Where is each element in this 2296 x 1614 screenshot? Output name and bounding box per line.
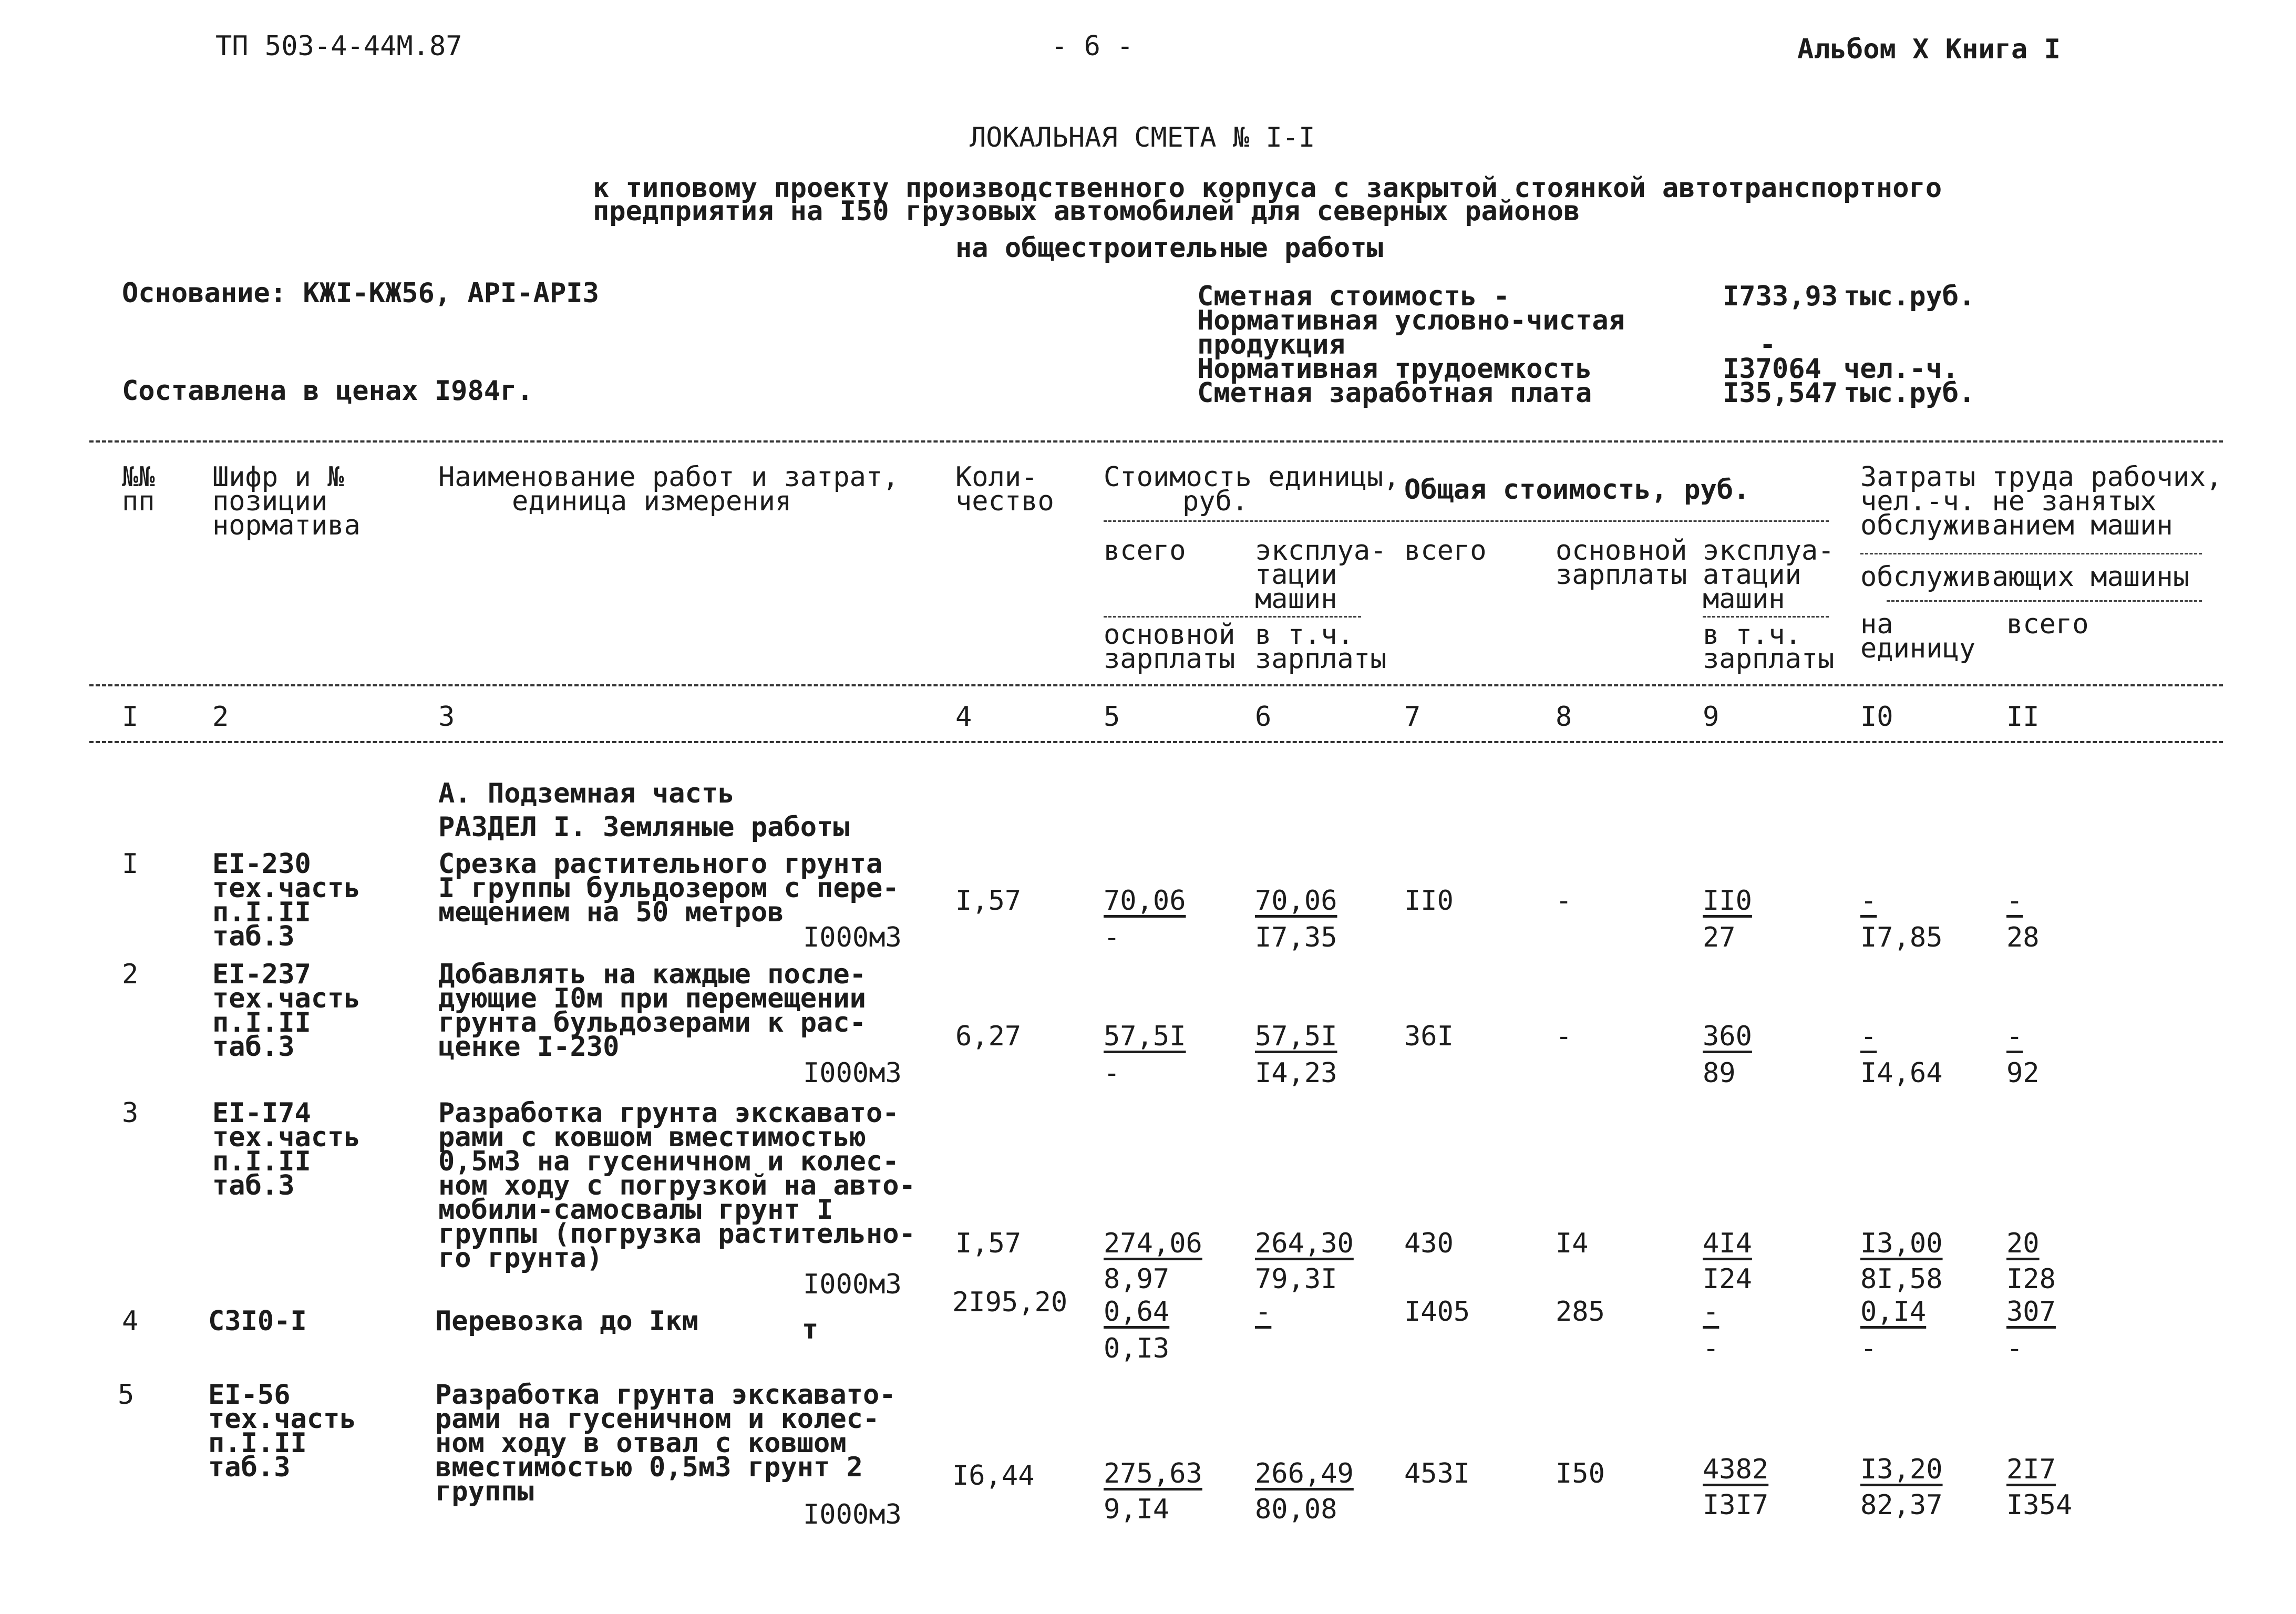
summary-label-3: продукция [1197,329,1345,361]
row-number: I [122,848,139,880]
row-c11-bottom: - [2006,1333,2023,1364]
row-c9-top: 4I4 [1703,1228,1752,1259]
row-c8: - [1556,1021,1572,1052]
header-bottom-rule [89,684,2223,686]
row-unit: I000м3 [803,1057,902,1089]
row-work-name: Перевозка до Iкм [435,1305,698,1337]
row-c8: - [1556,885,1572,917]
document-code: ТП 503-4-44М.87 [215,30,462,62]
summary-units [1844,281,1975,409]
row-c10-bottom: I4,64 [1860,1057,1943,1089]
col-header-8-wage: основной зарплаты [1556,535,1687,591]
part-title: А. Подземная часть [438,778,735,809]
row-work-name: Срезка растительного грунта I группы бульдозером с пере- мещением на 50 метров [438,848,899,928]
row-c5-top: 57,5I [1104,1021,1186,1052]
col-header-number: №№ пп [122,461,155,517]
row-c10-bottom: 82,37 [1860,1489,1943,1521]
col-header-unit-cost: Стоимость единицы, руб. [1104,461,1400,517]
row-c6-bottom: 80,08 [1255,1494,1337,1525]
row-c10-bottom: - [1860,1333,1877,1364]
col-header-labor-machines: обслуживающих машины [1860,561,2190,593]
row-c9-bottom: I3I7 [1703,1489,1769,1521]
row-c10-top: - [1860,885,1877,917]
header-sub-rule-3 [1887,600,2202,602]
header-sub-rule-1 [1104,520,1829,522]
row-c8: I50 [1556,1458,1605,1489]
col-header-name: Наименование работ и затрат, единица измерения [438,461,899,517]
summary-value-3: - [1759,329,1776,361]
header-sub-rule-2 [1860,553,2202,554]
summary-label-2: Нормативная условно-чистая [1197,305,1625,336]
row-c9-top: II0 [1703,885,1752,917]
col-number-4: 4 [955,701,972,733]
row-c11-bottom: I354 [2006,1489,2073,1521]
summary-label-5: Сметная заработная плата [1197,377,1592,409]
col-number-11: II [2006,701,2040,733]
section-title: РАЗДЕЛ I. Земляные работы [438,811,850,843]
row-c7: II0 [1404,885,1454,917]
row-c5-top: 70,06 [1104,885,1186,917]
row-c9-top: 360 [1703,1021,1752,1052]
col-header-per-unit: на единицу [1860,609,1976,664]
basis-foundation: Основание: КЖI-КЖ56, АРI-АРI3 [122,277,599,309]
col-number-2: 2 [212,701,229,733]
row-c7: 453I [1404,1458,1470,1489]
col-header-5-wage: основной зарплаты [1104,619,1235,675]
summary-label-1: Сметная стоимость - [1197,281,1510,312]
col-number-9: 9 [1703,701,1720,733]
col-number-3: 3 [438,701,455,733]
row-c6-top: 266,49 [1255,1458,1354,1489]
summary-label-4: Нормативная трудоемкость [1197,353,1592,385]
summary-unit-3 [1844,331,1975,355]
summary-value-5: I35,547 [1723,377,1838,409]
row-unit: т [802,1314,819,1345]
summary-values [1723,281,1838,409]
row-c6-bottom: 79,3I [1255,1263,1337,1295]
row-code: EI-230 тех.часть п.I.II таб.3 [212,848,361,952]
row-c9-bottom: - [1703,1333,1720,1364]
row-code: EI-I74 тех.часть п.I.II таб.3 [212,1097,361,1201]
summary-value-4: I37064 [1723,353,1821,385]
row-c6-top: 70,06 [1255,885,1337,917]
row-c10-bottom: I7,85 [1860,922,1943,953]
row-c6-top: 57,5I [1255,1021,1337,1052]
row-c11-top: 20 [2006,1228,2040,1259]
header-sub-rule-5 [1703,616,1829,618]
col-number-5: 5 [1104,701,1120,733]
row-c10-top: I3,20 [1860,1454,1943,1485]
row-quantity: 2I95,20 [952,1287,1068,1318]
row-c10-top: 0,I4 [1860,1296,1927,1328]
row-c10-top: - [1860,1021,1877,1052]
row-c6-bottom: I4,23 [1255,1057,1337,1089]
subtitle-line-2: предприятия на I50 грузовых автомобилей для северных районов [593,196,1580,227]
row-c11-top: - [2006,1021,2023,1052]
header-sub-rule-4 [1104,616,1361,618]
row-c11-bottom: I28 [2006,1263,2056,1295]
row-c10-bottom: 8I,58 [1860,1263,1943,1295]
album-label: Альбом Х Книга I [1797,34,2061,65]
row-code: EI-56 тех.часть п.I.II таб.3 [208,1379,356,1483]
scope-line: на общестроительные работы [955,232,1383,264]
row-c8: 285 [1556,1296,1605,1328]
row-work-name: Разработка грунта экскавато- рами на гусеничном и колес- ном ходу в отвал с ковшом вместимостью 0,5м3 грунт 2 группы [435,1379,896,1507]
row-quantity: I6,44 [952,1460,1035,1492]
row-c8: I4 [1556,1228,1589,1259]
row-c6-top: - [1255,1296,1272,1328]
row-number: 5 [118,1379,135,1411]
column-numbers-rule [89,741,2223,743]
row-c5-bottom: 9,I4 [1104,1494,1170,1525]
subtitle-line-1: к типовому проекту производственного корпуса с закрытой стоянкой автотранспортного [593,172,1942,204]
basis-prices: Составлена в ценах I984г. [122,375,533,407]
summary-labels [1197,281,1625,409]
col-number-1: I [122,701,139,733]
row-c6-top: 264,30 [1255,1228,1354,1259]
row-code: С3I0-I [208,1305,307,1337]
row-code: EI-237 тех.часть п.I.II таб.3 [212,959,361,1063]
row-c7: 430 [1404,1228,1454,1259]
col-header-5-total: всего [1104,535,1186,567]
col-header-quantity: Коли- чество [955,461,1054,517]
row-c5-top: 0,64 [1104,1296,1170,1328]
row-unit: I000м3 [803,922,902,953]
row-c9-bottom: I24 [1703,1263,1752,1295]
row-c5-bottom: - [1104,1057,1120,1089]
row-c6-bottom: I7,35 [1255,922,1337,953]
row-c5-bottom: 0,I3 [1104,1333,1170,1364]
row-quantity: I,57 [955,885,1022,917]
row-number: 4 [122,1305,139,1337]
summary-value-1: I733,93 [1723,281,1838,312]
row-c5-top: 274,06 [1104,1228,1202,1259]
row-c11-bottom: 28 [2006,922,2040,953]
row-number: 3 [122,1097,139,1129]
row-c5-top: 275,63 [1104,1458,1202,1489]
col-number-6: 6 [1255,701,1272,733]
row-quantity: I,57 [955,1228,1022,1259]
row-quantity: 6,27 [955,1021,1022,1052]
row-c11-top: - [2006,885,2023,917]
col-header-7-total: всего [1404,535,1487,567]
row-c7: I405 [1404,1296,1470,1328]
summary-unit-1: тыс.руб. [1844,281,1975,312]
row-number: 2 [122,959,139,990]
col-number-7: 7 [1404,701,1421,733]
col-header-11-total: всего [2006,609,2089,640]
page-title: ЛОКАЛЬНАЯ СМЕТА № I-I [970,122,1315,153]
row-work-name: Добавлять на каждые после- дующие I0м при перемещении грунта бульдозерами к рас- ценке I-230 [438,959,866,1063]
col-header-code: Шифр и № позиции норматива [212,461,361,541]
row-unit: I000м3 [803,1269,902,1300]
col-header-total-cost: Общая стоимость, руб. [1404,474,1750,506]
row-work-name: Разработка грунта экскавато- рами с ковшом вместимостью 0,5м3 на гусеничном и колес- ном ходу с погрузкой на авто- мобили-самосвалы грунт I группы (погрузка растительно- го грунта) [438,1097,915,1274]
row-unit: I000м3 [803,1499,902,1530]
row-c9-bottom: 27 [1703,922,1736,953]
col-header-6-exploit: эксплуа- тации машин [1255,535,1387,615]
page-number: - 6 - [1051,30,1134,62]
row-c9-top: 4382 [1703,1454,1769,1485]
summary-unit-4: чел.-ч. [1844,353,1959,385]
col-number-8: 8 [1556,701,1572,733]
row-c10-top: I3,00 [1860,1228,1943,1259]
row-c11-bottom: 92 [2006,1057,2040,1089]
summary-unit-5: тыс.руб. [1844,377,1975,409]
col-header-6-wage: в т.ч. зарплаты [1255,619,1387,675]
row-c11-top: 307 [2006,1296,2056,1328]
row-c5-bottom: - [1104,922,1120,953]
col-header-labor: Затраты труда рабочих, чел.-ч. не занятых обслуживанием машин [1860,461,2222,541]
col-number-10: I0 [1860,701,1893,733]
row-c9-top: - [1703,1296,1720,1328]
table-top-rule [89,440,2223,443]
row-c5-bottom: 8,97 [1104,1263,1170,1295]
row-c11-top: 2I7 [2006,1454,2056,1485]
col-header-9-wage: в т.ч. зарплаты [1703,619,1835,675]
col-header-9-exploit: эксплуа- атации машин [1703,535,1835,615]
row-c7: 36I [1404,1021,1454,1052]
row-c9-bottom: 89 [1703,1057,1736,1089]
